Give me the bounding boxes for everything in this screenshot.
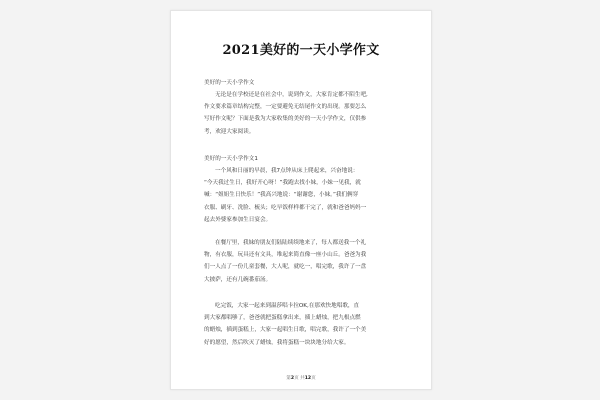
text-line: 大披萨，还有几碗番茄汤。 [204,276,272,283]
text-line: 到大家都唱够了，爸爸就把蛋糕拿出来，插上蜡烛，把九根点燃 [204,315,361,322]
footer-mid: 页 共 [294,376,305,381]
text-line: 衣服、刷牙、洗脸、梳头；吃早饭样样都干完了，就和爸爸妈妈一 [204,204,367,211]
text-line: 写好作文呢？下面是我为大家收集的美好的一天小学作文，仅供参 [204,116,367,123]
text-line: 无论是在学校还是在社会中，说到作文，大家肯定都不陌生吧, [215,92,368,98]
current-page-number: 2 [290,376,295,381]
intro-paragraph [204,89,400,138]
page-footer [171,375,431,381]
essay-paragraph-2 [204,237,400,286]
text-line: 在餐厅里，我妹的朋友们陆陆续续地来了，每人都送我一个礼 [215,240,367,246]
text-line: 的蜡烛，插到蛋糕上，大家一起唱生日歌，唱完歌，我许了一个美 [204,327,367,334]
text-line: 吃完饭，大家一起来到温莎唱卡拉OK,在那欢快地唱歌，直 [215,303,360,309]
text-line: 们一人点了一份儿童套餐，大人呢，就吃一，唱完歌，我许了一盘 [204,264,367,271]
text-line: “今天我过生日，我好开心呀！”我跑去找小妹，小妹一见我，就 [204,180,361,187]
section-heading-essay-1: 美好的一天小学作文1 [204,156,258,162]
text-line: 考，欢迎大家阅读。 [204,128,255,135]
section-heading-intro: 美好的一天小学作文 [204,80,255,86]
essay-paragraph-3 [204,300,400,349]
text-line: 物，有衣服，玩具还有文具，堆起来简直像一座小山丘。爸爸为我 [204,252,367,259]
document-title: 2021美好的一天小学作文 [222,43,380,58]
footer-suffix: 页 [311,376,316,381]
text-line: 一个风和日丽的早晨，我7点钟从床上爬起来，兴奋地说： [215,168,359,174]
text-line: 作文要求篇章结构完整，一定要避免无结尾作文的出现。那要怎么 [204,104,367,111]
document-page [170,10,432,390]
footer-prefix: 第 [286,376,291,381]
text-line: 好的愿望，然后吹灭了蜡烛，我将蛋糕一块块地分给大家。 [204,339,350,346]
essay-paragraph-1 [204,165,400,226]
text-line: 起去外婆家参加生日宴会。 [204,216,272,223]
total-page-number: 12 [304,376,312,381]
text-line: 喊：“姐姐生日快乐！”我高兴地说：“谢谢您，小妹。”我们俩穿 [204,192,359,199]
